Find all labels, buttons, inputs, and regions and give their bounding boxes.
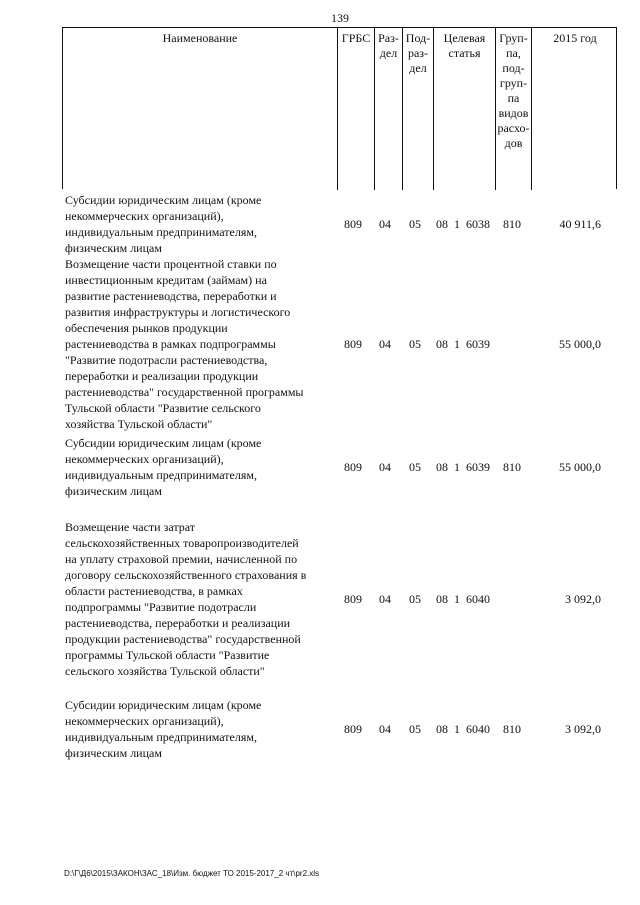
row-name (65, 435, 340, 499)
row-podrazdel: 05 (409, 460, 421, 474)
row-razdel: 04 (379, 217, 391, 231)
header-group-line: видов (498, 106, 529, 120)
header-razdel (374, 28, 402, 190)
page-number: 139 (331, 11, 349, 25)
row-razdel: 04 (379, 722, 391, 736)
header-group-line: под- (502, 61, 525, 75)
row-amount: 40 911,6 (559, 217, 601, 231)
row-name-line: договору сельскохозяйственного страхования в (65, 568, 307, 582)
row-podrazdel: 05 (409, 722, 421, 736)
row-name-line: физическим лицам (65, 484, 162, 498)
row-target: 08 1 6040 (436, 592, 490, 606)
row-name-line: индивидуальным предпринимателям, (65, 730, 257, 744)
row-name-line: Возмещение части процентной ставки по (65, 257, 277, 271)
row-name-line: области растениеводства, в рамках (65, 584, 243, 598)
header-grbs: ГРБС (337, 28, 374, 190)
row-razdel: 04 (379, 337, 391, 351)
row-name-line: программы Тульской области "Развитие (65, 648, 270, 662)
header-year: 2015 год (531, 28, 618, 190)
row-name (65, 697, 340, 761)
header-group (495, 28, 531, 190)
row-name-line: сельскохозяйственных товаропроизводителей (65, 536, 299, 550)
footer-file-path: D:\Г\Д6\2015\ЗАКОН\ЗАС_18\Изм. бюджет ТО 2015-2017_2 чт\pr2.xls (64, 869, 320, 878)
row-grbs: 809 (344, 217, 362, 231)
row-name-line: индивидуальным предпринимателям, (65, 468, 257, 482)
row-name-line: физическим лицам (65, 746, 162, 760)
row-name-line: некоммерческих организаций), (65, 452, 224, 466)
header-razdel-line: Раз- (378, 31, 399, 45)
row-grbs: 809 (344, 722, 362, 736)
row-razdel: 04 (379, 460, 391, 474)
row-name-line: продукции растениеводства" государственной (65, 632, 301, 646)
row-name (65, 192, 340, 256)
row-name-line: инвестиционным кредитам (займам) на (65, 273, 267, 287)
header-podrazdel-line: Под- (405, 31, 431, 45)
row-name-line: некоммерческих организаций), (65, 714, 224, 728)
row-target: 08 1 6039 (436, 460, 490, 474)
row-name-line: развития инфраструктуры и логистического (65, 305, 291, 319)
row-razdel: 04 (379, 592, 391, 606)
row-podrazdel: 05 (409, 592, 421, 606)
row-name-line: развитие растениеводства, переработки и (65, 289, 277, 303)
header-group-line: дов (504, 136, 523, 150)
row-name-line: физическим лицам (65, 241, 162, 255)
row-name-line: Субсидии юридическим лицам (кроме (65, 436, 262, 450)
row-grbs: 809 (344, 460, 362, 474)
header-target (433, 28, 495, 190)
row-name-line: растениеводства" государственной программы (65, 385, 304, 399)
row-name-line: Субсидии юридическим лицам (кроме (65, 193, 262, 207)
row-grbs: 809 (344, 337, 362, 351)
row-target: 08 1 6040 (436, 722, 490, 736)
row-grbs: 809 (344, 592, 362, 606)
header-razdel-line: дел (379, 46, 398, 60)
header-target-line: статья (448, 46, 481, 60)
row-name-line: Субсидии юридическим лицам (кроме (65, 698, 262, 712)
row-name-line: растениеводства, переработки и реализации (65, 616, 291, 630)
row-name-line: некоммерческих организаций), (65, 209, 224, 223)
row-group: 810 (503, 460, 521, 474)
row-amount: 55 000,0 (559, 337, 601, 351)
row-amount: 55 000,0 (559, 460, 601, 474)
header-group-line: па, (506, 46, 521, 60)
row-name-line: "Развитие подотрасли растениеводства, (65, 353, 268, 367)
row-name-line: Тульской области "Развитие сельского (65, 401, 261, 415)
row-target: 08 1 6038 (436, 217, 490, 231)
row-target: 08 1 6039 (436, 337, 490, 351)
row-name-line: хозяйства Тульской области" (65, 417, 213, 431)
row-name-line: переработки и реализации продукции (65, 369, 259, 383)
header-podrazdel (402, 28, 433, 190)
row-name-line: обеспечения рынков продукции (65, 321, 228, 335)
header-group-line: Груп- (499, 31, 528, 45)
row-podrazdel: 05 (409, 217, 421, 231)
row-podrazdel: 05 (409, 337, 421, 351)
header-name: Наименование (162, 31, 238, 45)
row-amount: 3 092,0 (565, 592, 601, 606)
header-group-line: груп- (499, 76, 528, 90)
row-name-line: Возмещение части затрат (65, 520, 195, 534)
row-name (65, 519, 355, 679)
row-name-line: подпрограммы "Развитие подотрасли (65, 600, 257, 614)
row-name (65, 256, 340, 432)
header-podrazdel-line: дел (409, 61, 427, 75)
table-header (62, 27, 617, 189)
row-name-line: на уплату страховой премии, начисленной по (65, 552, 298, 566)
header-group-line: расхо- (497, 121, 530, 135)
row-name-line: сельского хозяйства Тульской области" (65, 664, 265, 678)
row-amount: 3 092,0 (565, 722, 601, 736)
header-group-line: па (507, 91, 520, 105)
row-group: 810 (503, 217, 521, 231)
header-target-line: Целевая (443, 31, 486, 45)
row-group: 810 (503, 722, 521, 736)
row-name-line: растениеводства в рамках подпрограммы (65, 337, 276, 351)
row-name-line: индивидуальным предпринимателям, (65, 225, 257, 239)
header-podrazdel-line: раз- (407, 46, 429, 60)
